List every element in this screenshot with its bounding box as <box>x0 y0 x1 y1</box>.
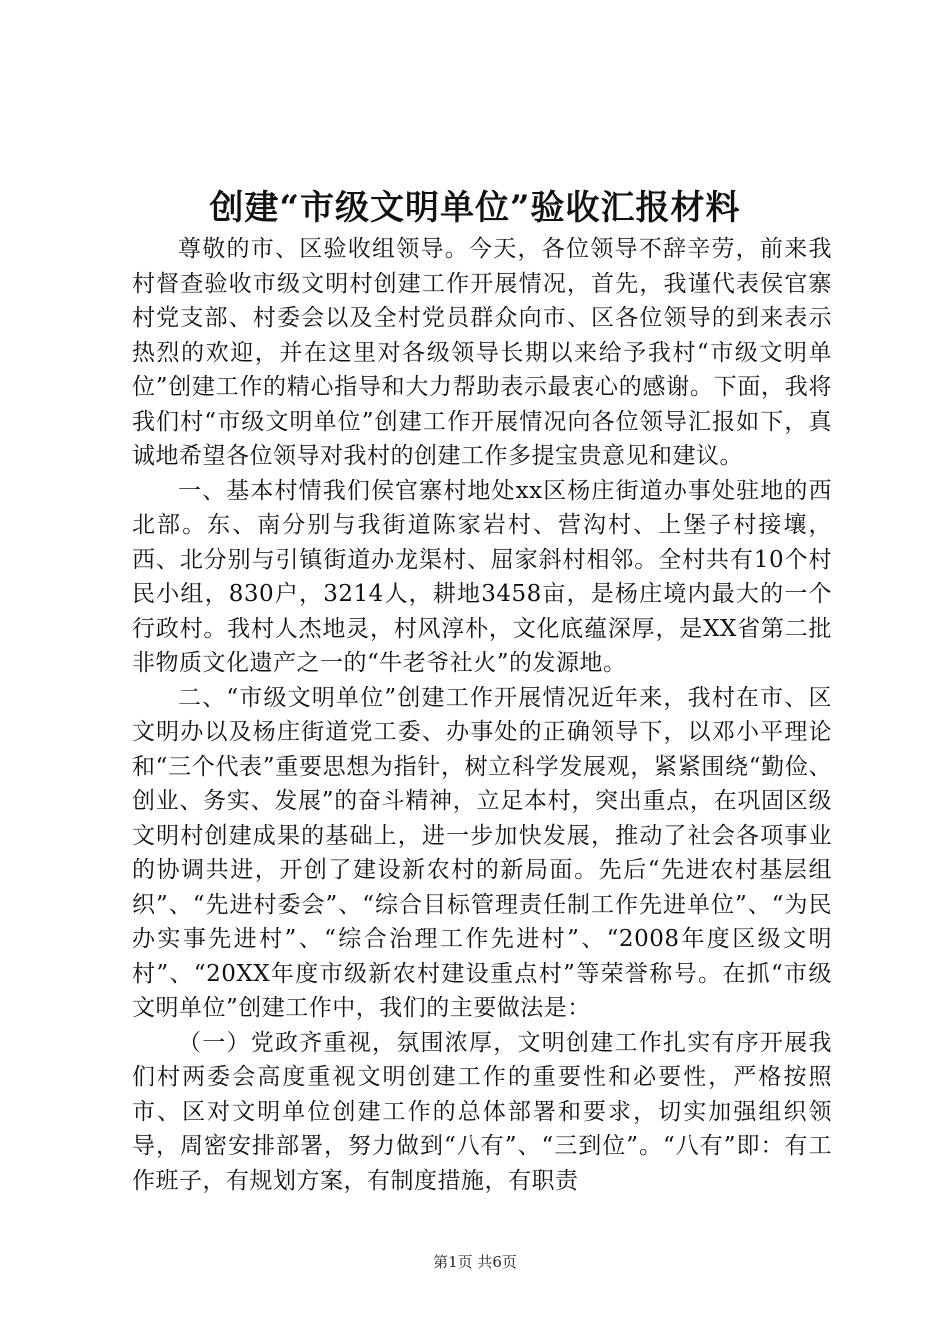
paragraph-creation-work: 二、“市级文明单位”创建工作开展情况近年来，我村在市、区文明办以及杨庄街道党工委、办事处的正确领导下，以邓小平理论和“三个代表”重要思想为指针，树立科学发展观，紧紧围绕“勤俭、创业、务实、发展”的奋斗精神，立足本村，突出重点，在巩固区级文明村创建成果的基础上，进一步加快发展，推动了社会各项事业的协调共进，开创了建设新农村的新局面。先后“先进农村基层组织”、“先进村委会”、“综合目标管理责任制工作先进单位”、“为民办实事先进村”、“综合治理工作先进村”、“2008年度区级文明村”、“20XX年度市级新农村建设重点村”等荣誉称号。在抓“市级文明单位”创建工作中，我们的主要做法是： <box>132 684 832 1021</box>
paragraph-party-leadership: （一）党政齐重视，氛围浓厚，文明创建工作扎实有序开展我们村两委会高度重视文明创建工作的重要性和必要性，严格按照市、区对文明单位创建工作的总体部署和要求，切实加强组织领导，周密安排部署，努力做到“八有”、“三到位”。“八有”即：有工作班子，有规划方案，有制度措施，有职责 <box>132 1029 832 1194</box>
paragraph-village-overview: 一、基本村情我们侯官寨村地处xx区杨庄街道办事处驻地的西北部。东、南分别与我街道陈家岩村、营沟村、上堡子村接壤，西、北分别与引镇街道办龙渠村、屈家斜村相邻。全村共有10个村民小组，830户，3214人，耕地3458亩，是杨庄境内最大的一个行政村。我村人杰地灵，村风淳朴，文化底蕴深厚，是XX省第二批非物质文化遗产之一的“牛老爷社火”的发源地。 <box>132 477 832 676</box>
page-number-footer: 第1页 共6页 <box>433 1253 517 1271</box>
document-body <box>132 232 832 1198</box>
paragraph-greeting: 尊敬的市、区验收组领导。今天，各位领导不辞辛劳，前来我村督查验收市级文明村创建工作开展情况，首先，我谨代表侯官寨村党支部、村委会以及全村党员群众向市、区各位领导的到来表示热烈的欢迎，并在这里对各级领导长期以来给予我村“市级文明单位”创建工作的精心指导和大力帮助表示最衷心的感谢。下面，我将我们村“市级文明单位”创建工作开展情况向各位领导汇报如下，真诚地希望各位领导对我村的创建工作多提宝贵意见和建议。 <box>132 236 832 469</box>
document-title: 创建“市级文明单位”验收汇报材料 <box>209 188 741 228</box>
